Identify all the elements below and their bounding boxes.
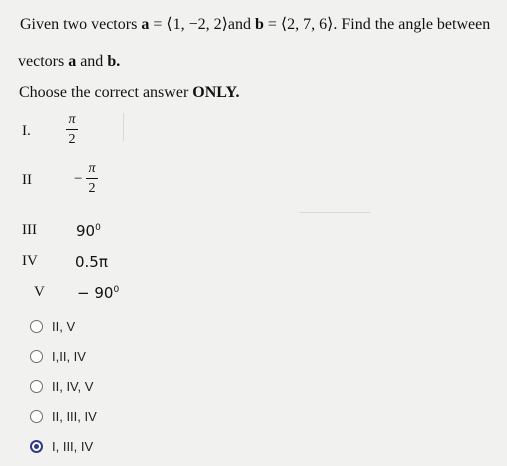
answer-choice-4[interactable] bbox=[30, 406, 97, 426]
option-value-number: − 90 bbox=[77, 284, 114, 302]
question-suffix: Find the angle between bbox=[341, 16, 491, 33]
radio-button[interactable] bbox=[30, 350, 43, 363]
vector-a-value: ⟨1, −2, 2⟩ bbox=[166, 16, 228, 33]
vector-b-value: ⟨2, 7, 6⟩. bbox=[280, 16, 338, 33]
option-value-fraction bbox=[86, 161, 98, 197]
vector-a-ref: a bbox=[68, 53, 77, 70]
question-line-2 bbox=[18, 53, 120, 71]
choice-label: I, III, IV bbox=[52, 438, 94, 454]
option-value-fraction bbox=[66, 112, 78, 148]
vector-b-ref: b. bbox=[107, 53, 121, 70]
choice-label: I,II, IV bbox=[52, 348, 86, 364]
option-numeral: II bbox=[22, 172, 32, 188]
instruction-emphasis: ONLY. bbox=[192, 84, 240, 101]
option-numeral: III bbox=[22, 222, 37, 238]
radio-button[interactable] bbox=[30, 320, 43, 333]
choice-label: II, IV, V bbox=[52, 378, 94, 394]
fraction-numerator: π bbox=[88, 161, 96, 176]
fraction-denominator: 2 bbox=[88, 181, 96, 196]
fraction-bar bbox=[66, 129, 78, 130]
choice-label: II, III, IV bbox=[52, 408, 97, 424]
vector-b-name: b bbox=[254, 16, 264, 33]
negative-sign: − bbox=[74, 171, 83, 187]
option-value-number: 0.5π bbox=[75, 253, 108, 271]
paper-mark bbox=[123, 113, 124, 141]
option-value-number: 90 bbox=[76, 222, 96, 240]
answer-choice-3[interactable] bbox=[30, 376, 93, 396]
radio-button[interactable] bbox=[30, 410, 43, 423]
fraction-bar bbox=[86, 178, 98, 179]
option-numeral: I. bbox=[22, 123, 31, 139]
paper-mark bbox=[300, 212, 370, 213]
answer-choice-2[interactable] bbox=[30, 346, 86, 366]
option-value bbox=[76, 222, 101, 240]
question-prefix: Given two vectors bbox=[20, 16, 138, 33]
equals-sign: = bbox=[153, 16, 163, 33]
answer-choice-5[interactable] bbox=[30, 436, 93, 456]
answer-choice-1[interactable] bbox=[30, 316, 75, 336]
and-word: and bbox=[227, 16, 251, 33]
choice-label: II, V bbox=[52, 318, 76, 334]
question-line-1 bbox=[20, 14, 490, 34]
fraction-numerator: π bbox=[68, 112, 76, 127]
option-value bbox=[75, 253, 108, 271]
fraction-denominator: 2 bbox=[68, 132, 76, 147]
option-numeral: IV bbox=[22, 253, 38, 269]
equals-sign: = bbox=[267, 16, 277, 33]
degree-superscript: 0 bbox=[113, 285, 120, 295]
and-word: and bbox=[80, 53, 104, 70]
vector-a-name: a bbox=[141, 16, 150, 33]
option-numeral: V bbox=[34, 284, 45, 300]
question-line2-prefix: vectors bbox=[18, 53, 65, 70]
instruction-text: Choose the correct answer bbox=[19, 84, 189, 101]
radio-button[interactable] bbox=[30, 380, 43, 393]
radio-button-selected[interactable] bbox=[30, 440, 43, 453]
option-value bbox=[77, 284, 119, 302]
degree-superscript: 0 bbox=[95, 223, 101, 233]
instruction bbox=[19, 84, 240, 102]
